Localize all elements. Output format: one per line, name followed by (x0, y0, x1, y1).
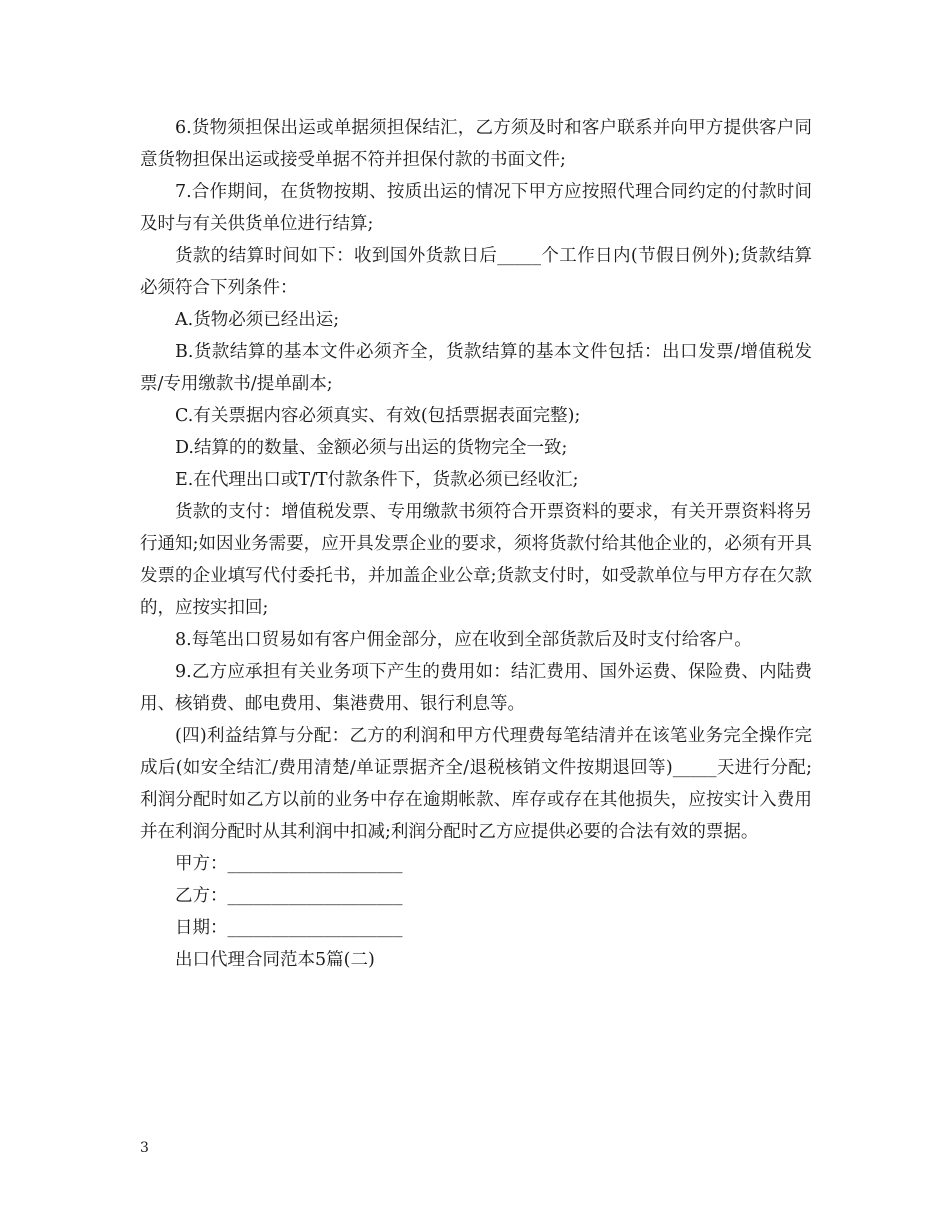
settlement-time: 货款的结算时间如下：收到国外货款日后_____个工作日内(节假日例外);货款结算必须符合下列条件： (140, 246, 812, 298)
condition-b: B.货款结算的基本文件必须齐全，货款结算的基本文件包括：出口发票/增值税发票/专用缴款书/提单副本; (140, 342, 812, 394)
signature-party-a: 甲方：____________________ (175, 854, 403, 874)
condition-c: C.有关票据内容必须真实、有效(包括票据表面完整); (175, 406, 581, 426)
page-number: 3 (140, 1140, 149, 1156)
condition-e: E.在代理出口或T/T付款条件下，货款必须已经收汇; (175, 470, 579, 490)
signature-date: 日期：____________________ (175, 918, 403, 938)
payment-terms: 货款的支付：增值税发票、专用缴款书须符合开票资料的要求，有关开票资料将另行通知;如因业务需要，应开具发票企业的要求，须将货款付给其他企业的，必须有开具发票的企业填写代付委托书，并加盖企业公章;货款支付时，如受款单位与甲方存在欠款的，应按实扣回; (140, 502, 812, 618)
document-body (140, 112, 812, 976)
clause-8: 8.每笔出口贸易如有客户佣金部分，应在收到全部货款后及时支付给客户。 (175, 630, 752, 650)
clause-7: 7.合作期间，在货物按期、按质出运的情况下甲方应按照代理合同约定的付款时间及时与有关供货单位进行结算; (140, 182, 812, 234)
condition-d: D.结算的的数量、金额必须与出运的货物完全一致; (175, 438, 568, 458)
next-section-title: 出口代理合同范本5篇(二) (175, 950, 375, 970)
profit-distribution: (四)利益结算与分配：乙方的利润和甲方代理费每笔结清并在该笔业务完全操作完成后(如安全结汇/费用清楚/单证票据齐全/退税核销文件按期退回等)_____天进行分配;利润分配时如乙方以前的业务中存在逾期帐款、库存或存在其他损失，应按实计入费用并在利润分配时从其利润中扣减;利润分配时乙方应提供必要的合法有效的票据。 (140, 726, 812, 842)
signature-party-b: 乙方：____________________ (175, 886, 403, 906)
condition-a: A.货物必须已经出运; (175, 310, 340, 330)
clause-9: 9.乙方应承担有关业务项下产生的费用如：结汇费用、国外运费、保险费、内陆费用、核销费、邮电费用、集港费用、银行利息等。 (140, 662, 812, 714)
clause-6: 6.货物须担保出运或单据须担保结汇，乙方须及时和客户联系并向甲方提供客户同意货物担保出运或接受单据不符并担保付款的书面文件; (140, 118, 812, 170)
